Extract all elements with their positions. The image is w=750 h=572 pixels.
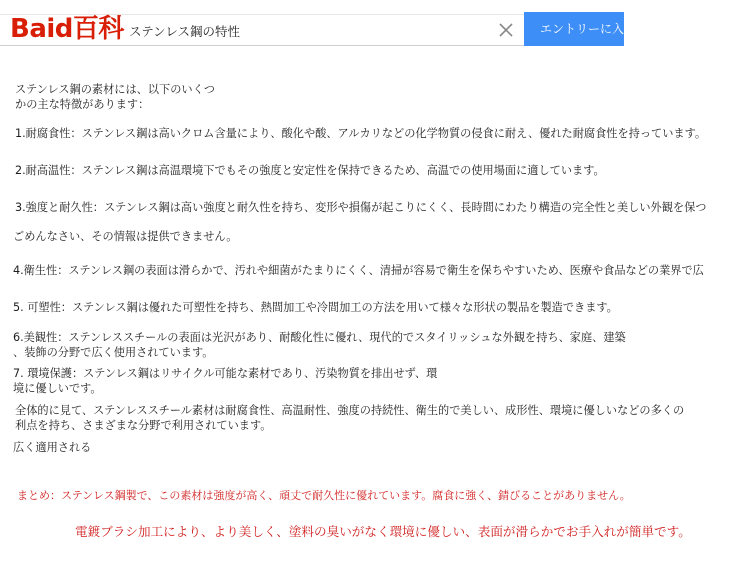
red-promo: 電鍍ブラシ加工により、より美しく、塗料の臭いがなく環境に優しい、表面が滑らかでお手入れが簡単です。 (75, 524, 691, 539)
intro-line-1: ステンレス鋼の素材には、以下のいくつ (15, 83, 215, 96)
feature-corrosion-resistance: 1.耐腐食性：ステンレス鋼は高いクロム含量により、酸化や酸、アルカリなどの化学物質の侵食に耐え、優れた耐腐食性を持っています。 (15, 127, 707, 140)
widely-used-note: 広く適用される (13, 441, 92, 454)
feature-hygiene: 4.衛生性：ステンレス鋼の表面は滑らかで、汚れや細菌がたまりにくく、清掃が容易で衛生を保ちやすいため、医療や食品などの業界で広 (13, 264, 704, 277)
feature-aesthetics-line-1: 6.美観性：ステンレススチールの表面は光沢があり、耐酸化性に優れ、現代的でスタイリッシュな外観を持ち、家庭、建築 (13, 331, 626, 344)
intro-line-2: かの主な特徴があります： (15, 98, 150, 111)
summary-line-1: 全体的に見て、ステンレススチール素材は耐腐食性、高温耐性、強度の持続性、衛生的で美しい、成形性、環境に優しいなどの多くの (15, 404, 685, 417)
summary-line-2: 利点を持ち、さまざまな分野で利用されています。 (15, 419, 272, 432)
feature-plasticity: 5. 可塑性：ステンレス鋼は優れた可塑性を持ち、熱間加工や冷間加工の方法を用いて様々な形状の製品を製造できます。 (13, 301, 618, 314)
feature-heat-resistance: 2.耐高温性：ステンレス鋼は高温環境下でもその強度と安定性を保持できるため、高温での使用場面に適しています。 (15, 164, 605, 177)
baidu-baike-logo[interactable]: Baid百科 (10, 14, 124, 44)
enter-entry-button[interactable]: エントリーに入る (524, 12, 624, 46)
sorry-note: ごめんなさい、その情報は提供できません。 (13, 230, 238, 243)
red-summary: まとめ：ステンレス鋼製で、この素材は強度が高く、頑丈で耐久性に優れています。腐食に強く、錆びることがありません。 (17, 489, 631, 502)
feature-eco-line-1: 7. 環境保護：ステンレス鋼はリサイクル可能な素材であり、汚染物質を排出せず、環 (13, 367, 438, 380)
feature-eco-line-2: 境に優しいです。 (13, 382, 102, 395)
feature-strength-durability: 3.強度と耐久性：ステンレス鋼は高い強度と耐久性を持ち、変形や損傷が起こりにくく、長時間にわたり構造の完全性と美しい外観を保つ (15, 201, 707, 214)
search-input[interactable]: ステンレス鋼の特性 (129, 24, 240, 39)
feature-aesthetics-line-2: 、装飾の分野で広く使用されています。 (13, 346, 214, 359)
